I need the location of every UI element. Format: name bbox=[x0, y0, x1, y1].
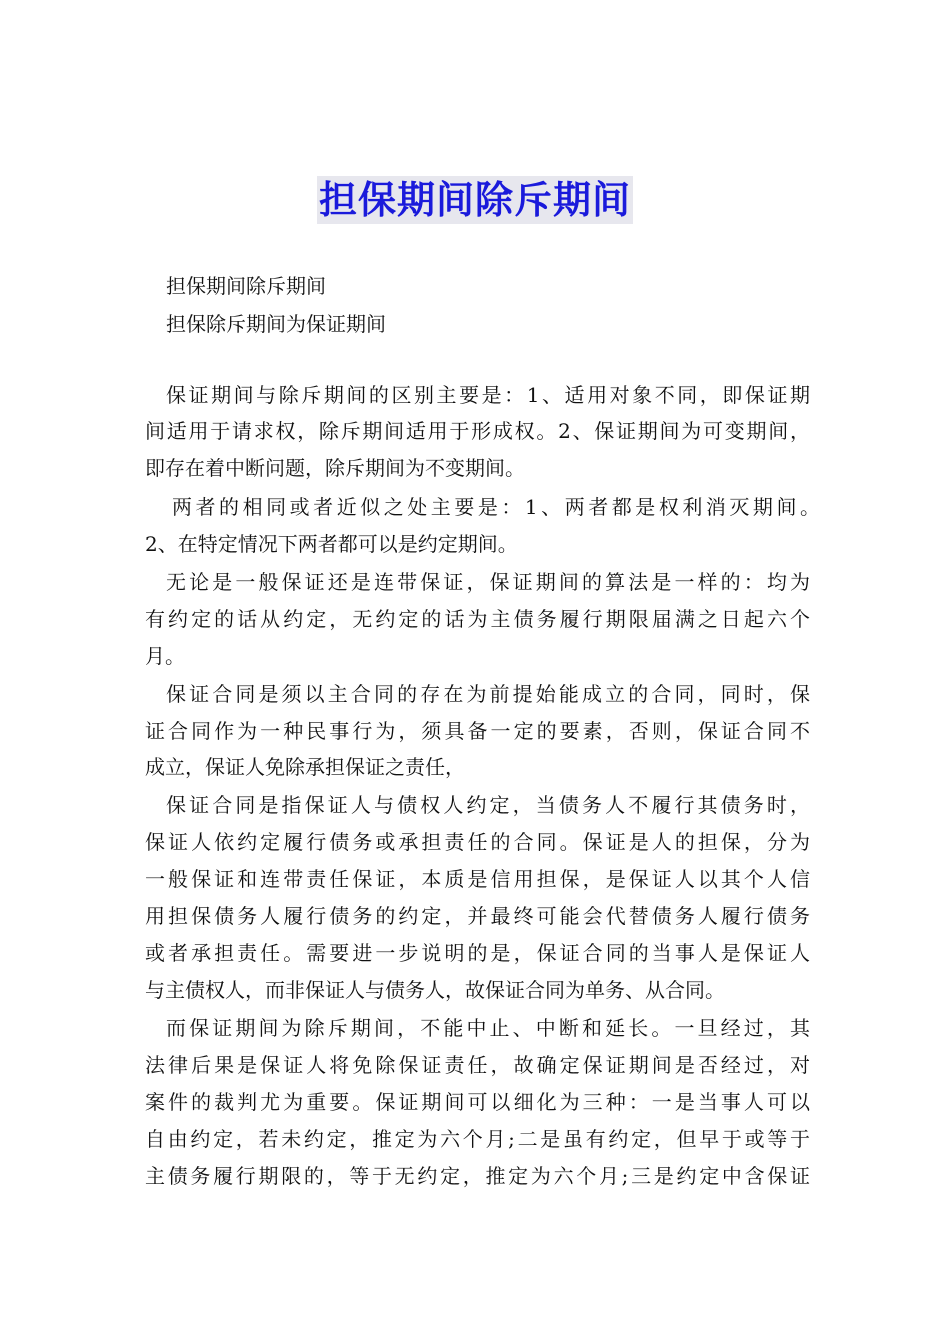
body-line: 而保证期间为除斥期间，不能中止、中断和延长。一旦经过，其 bbox=[166, 1016, 810, 1040]
subheading-2: 担保除斥期间为保证期间 bbox=[166, 312, 386, 336]
body-line: 或者承担责任。需要进一步说明的是，保证合同的当事人是保证人 bbox=[145, 941, 810, 965]
body-line: 用担保债务人履行债务的约定，并最终可能会代替债务人履行债务 bbox=[145, 904, 810, 928]
body-line: 有约定的话从约定，无约定的话为主债务履行期限届满之日起六个 bbox=[145, 607, 810, 631]
body-line: 无论是一般保证还是连带保证，保证期间的算法是一样的：均为 bbox=[166, 570, 810, 594]
body-line: 一般保证和连带责任保证，本质是信用担保，是保证人以其个人信 bbox=[145, 867, 810, 891]
page-title bbox=[0, 176, 950, 224]
body-line: 主债务履行期限的，等于无约定，推定为六个月;三是约定中含保证 bbox=[145, 1164, 810, 1188]
body-line: 月。 bbox=[145, 644, 185, 668]
body-line: 成立，保证人免除承担保证之责任， bbox=[145, 755, 465, 779]
body-line: 保证期间与除斥期间的区别主要是：1、适用对象不同，即保证期 bbox=[166, 383, 810, 407]
body-line: 保证人依约定履行债务或承担责任的合同。保证是人的担保，分为 bbox=[145, 830, 810, 854]
body-line: 法律后果是保证人将免除保证责任，故确定保证期间是否经过，对 bbox=[145, 1053, 810, 1077]
body-line: 自由约定，若未约定，推定为六个月;二是虽有约定，但早于或等于 bbox=[145, 1127, 810, 1151]
subheading-1: 担保期间除斥期间 bbox=[166, 274, 326, 298]
page-title-text: 担保期间除斥期间 bbox=[318, 178, 631, 222]
body-line: 保证合同是指保证人与债权人约定，当债务人不履行其债务时， bbox=[166, 793, 810, 817]
body-line: 2、在特定情况下两者都可以是约定期间。 bbox=[145, 532, 518, 556]
body-line: 两者的相同或者近似之处主要是：1、两者都是权利消灭期间。 bbox=[172, 495, 820, 519]
body-line: 与主债权人，而非保证人与债务人，故保证合同为单务、从合同。 bbox=[145, 978, 725, 1002]
body-line: 案件的裁判尤为重要。保证期间可以细化为三种：一是当事人可以 bbox=[145, 1090, 810, 1114]
body-line: 证合同作为一种民事行为，须具备一定的要素，否则，保证合同不 bbox=[145, 719, 810, 743]
body-line: 间适用于请求权，除斥期间适用于形成权。2、保证期间为可变期间， bbox=[145, 419, 810, 443]
body-line: 即存在着中断问题，除斥期间为不变期间。 bbox=[145, 456, 525, 480]
body-line: 保证合同是须以主合同的存在为前提始能成立的合同，同时，保 bbox=[166, 682, 810, 706]
